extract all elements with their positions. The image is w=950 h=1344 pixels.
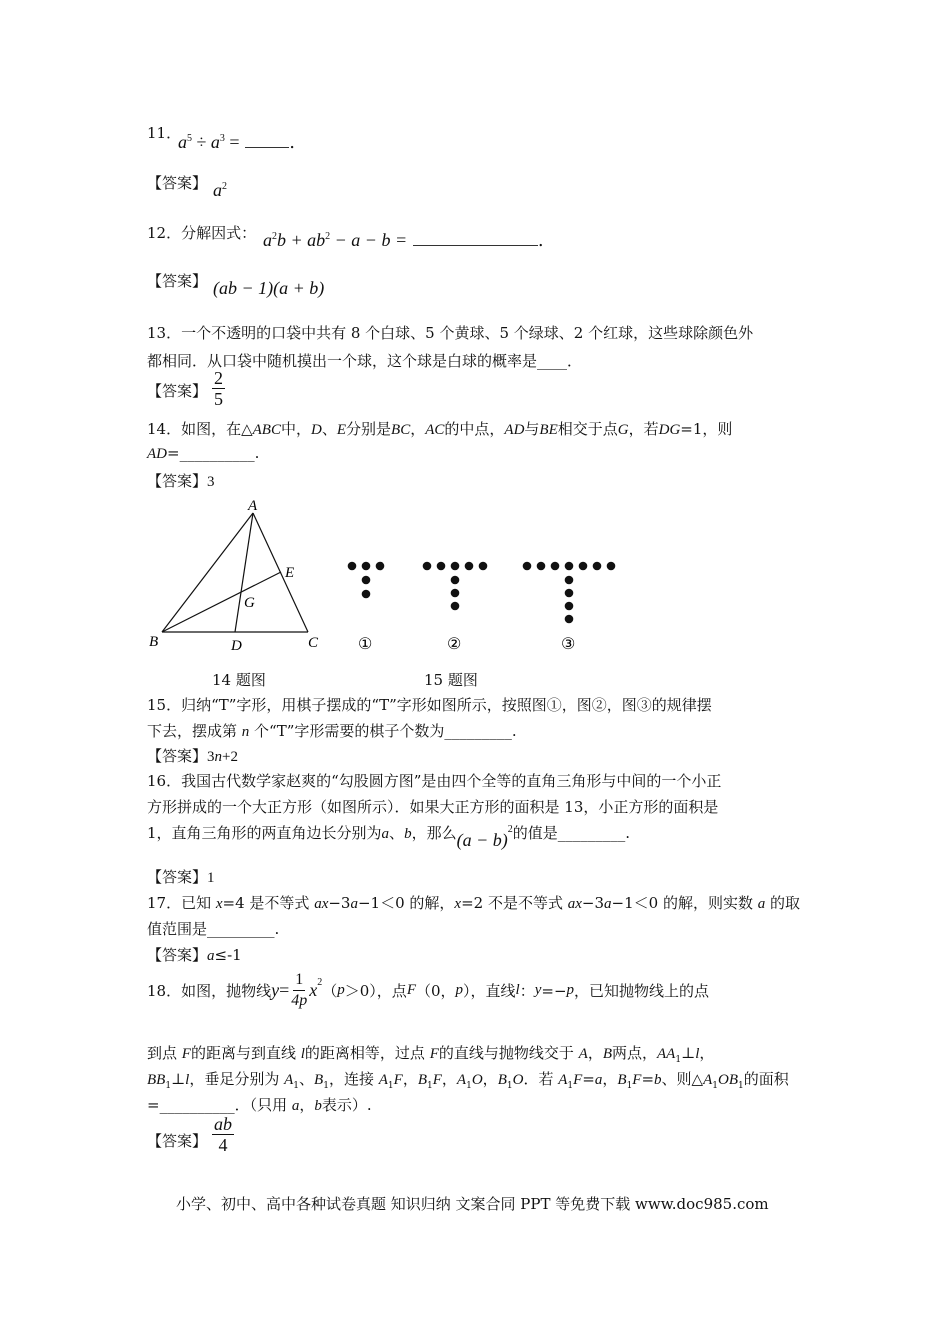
label-c: C — [308, 635, 319, 651]
answer-14: 【答案】3 — [147, 472, 215, 490]
median-be — [162, 572, 281, 632]
question-17-line-1: 17．已知 x=4 是不等式 ax−3a−1＜0 的解，x=2 不是不等式 ax−3a−1＜0 的解，则实数 a 的取 — [147, 894, 801, 912]
answer-blank — [245, 133, 289, 148]
question-12-expression: $a^2b + ab^2 - a - b$ = . — [263, 230, 544, 251]
question-18-line-2: 到点 F的距离与到直线 l的距离相等，过点 F的直线与抛物线交于 A，B两点，$AA_1\perp l$， — [147, 1044, 715, 1065]
figure-14-triangle — [140, 495, 340, 660]
median-ad — [235, 513, 253, 632]
label-d: D — [231, 638, 242, 654]
question-16-line-1: 16．我国古代数学家赵爽的“勾股圆方图”是由四个全等的直角三角形与中间的一个小正 — [147, 772, 722, 790]
question-18-line-4: =__________．（只用 a，b表示）. — [147, 1096, 372, 1114]
answer-16: 【答案】1 — [147, 868, 215, 886]
question-16-line-2: 方形拼成的一个大正方形（如图所示）．如果大正方形的面积是 13，小正方形的面积是 — [147, 798, 719, 816]
question-15-line-1: 15．归纳“T”字形，用棋子摆成的“T”字形如图所示，按照图①，图②，图③的规律摆 — [147, 696, 712, 714]
question-17-line-2: 值范围是_________. — [147, 920, 280, 938]
answer-13: 【答案】 — [147, 382, 208, 400]
question-11: 11． — [147, 124, 182, 142]
answer-18-fraction: $\frac{ab}{4}$ — [214, 1114, 232, 1155]
answer-12: 【答案】 — [147, 272, 208, 290]
answer-13-fraction: $\frac{2}{5}$ — [214, 368, 223, 409]
answer-17: 【答案】a≤-1 — [147, 946, 242, 964]
answer-11-value: $a^2$ — [213, 180, 227, 200]
answer-11: 【答案】 — [147, 174, 208, 192]
figure-15-t-shapes — [340, 555, 630, 655]
question-16-line-3: 1，直角三角形的两直角边长分别为a、b，那么$(a - b)^2$的值是_________. — [147, 824, 630, 850]
answer-blank — [413, 231, 538, 246]
question-14-line-1: 14．如图，在△ABC中，D、E分别是BC，AC的中点，AD与BE相交于点G，若DG=1，则 — [147, 420, 733, 438]
answer-18: 【答案】 — [147, 1132, 208, 1150]
question-13-line-1: 13．一个不透明的口袋中共有 8 个白球、5 个黄球、5 个绿球、2 个红球，这些球除颜色外 — [147, 324, 754, 342]
question-13-line-2: 都相同．从口袋中随机摸出一个球，这个球是白球的概率是____． — [147, 352, 583, 370]
question-12: 12．分解因式： — [147, 224, 257, 242]
label-e: E — [285, 565, 295, 581]
question-14-line-2: AD=__________. — [147, 444, 260, 462]
page-footer: 小学、初中、高中各种试卷真题 知识归纳 文案合同 PPT 等免费下载 www.doc985.com — [176, 1195, 769, 1213]
label-b: B — [149, 634, 159, 650]
question-15-line-2: 下去，摆成第 n 个“T”字形需要的棋子个数为_________. — [147, 722, 517, 740]
question-18-line-1: 18．如图，抛物线 y = $\frac{1}{4p}$ x $^2$ （ p ＞0），点 F （0， p ），直线 l ： y =− p ，已知抛物线上的点 — [147, 971, 710, 1009]
label-a: A — [248, 498, 258, 514]
side-ab — [162, 513, 253, 632]
figure-15-caption: 15 题图 — [424, 671, 478, 689]
answer-15: 【答案】3n+2 — [147, 747, 238, 765]
label-3: ③ — [561, 636, 576, 653]
label-1: ① — [358, 636, 373, 653]
answer-12-value: (ab − 1)(a + b) — [213, 278, 325, 298]
question-18-line-3: $BB_1\perp l$，垂足分别为 $A_1$、$B_1$，连接 $A_1F$，$B_1F$，$A_1O$，$B_1O$．若 $A_1F=a$，$B_1F=b$、则$\triangle A_1OB_1$的面积 — [147, 1070, 789, 1091]
label-2: ② — [447, 636, 462, 653]
figure-14-caption: 14 题图 — [212, 671, 266, 689]
label-g: G — [244, 595, 255, 611]
question-11-expression: $a^5 \div a^3$ = . — [178, 132, 296, 153]
